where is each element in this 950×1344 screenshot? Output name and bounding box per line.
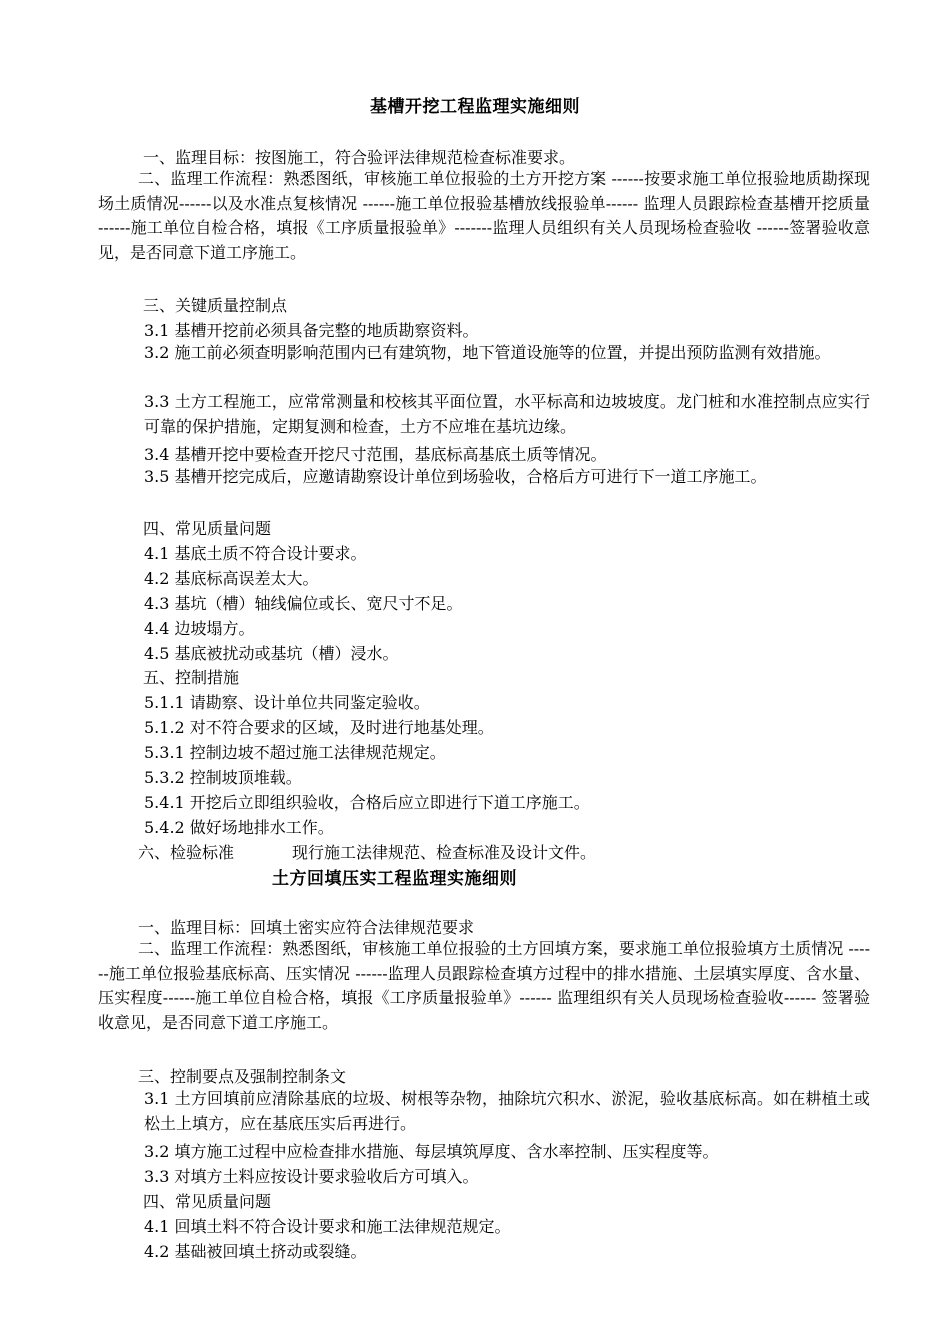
doc1-measure-item: 5.4.1 开挖后立即组织验收，合格后应立即进行下道工序施工。 (144, 793, 590, 812)
doc1-flow: 二、监理工作流程：熟悉图纸，审核施工单位报验的土方开挖方案 ------按要求施工单位报验地质勘探现场土质情况------以及水准点复核情况 ------施工单位报验基槽放线报验单------ 监理人员跟踪检查基槽开挖质量 ------施工单位自检合格，填报《工序质量报验单》-------监理人员组织有关人员现场检查验收 ------签署验收意见，是否同意下道工序施工。 (98, 169, 870, 262)
doc2-issues-heading: 四、常见质量问题 (143, 1192, 272, 1211)
doc1-measure-item: 5.4.2 做好场地排水工作。 (144, 818, 334, 837)
doc1-measure-item: 5.3.2 控制坡顶堆载。 (144, 768, 302, 787)
doc1-key-item: 3.4 基槽开挖中要检查开挖尺寸范围，基底标高基底土质等情况。 (144, 445, 607, 464)
doc1-standard-heading: 六、检验标准 (138, 843, 235, 862)
doc1-standard-text: 现行施工法律规范、检查标准及设计文件。 (292, 843, 597, 862)
doc1-title: 基槽开挖工程监理实施细则 (370, 97, 580, 117)
doc1-issue-item: 4.5 基底被扰动或基坑（槽）浸水。 (144, 644, 399, 663)
doc1-goal: 一、监理目标：按图施工，符合验评法律规范检查标准要求。 (143, 148, 576, 167)
doc1-issues-heading: 四、常见质量问题 (143, 519, 272, 538)
doc2-flow: 二、监理工作流程：熟悉图纸，审核施工单位报验的土方回填方案，要求施工单位报验填方土质情况 ------施工单位报验基底标高、压实情况 ------监理人员跟踪检查填方过程中的排水措施、土层填实厚度、含水量、压实程度------施工单位自检合格，填报《工序质量报验单》------ 监理组织有关人员现场检查验收------ 签署验收意见，是否同意下道工序施工。 (98, 939, 870, 1032)
doc2-title: 土方回填压实工程监理实施细则 (272, 869, 517, 889)
doc1-issue-item: 4.2 基底标高误差太大。 (144, 569, 319, 588)
doc2-control-item: 3.1 土方回填前应清除基底的垃圾、树根等杂物，抽除坑穴积水、淤泥，验收基底标高。如在耕植土或松土上填方，应在基底压实后再进行。 (144, 1089, 870, 1133)
doc1-key-item: 3.3 土方工程施工，应常常测量和校核其平面位置，水平标高和边坡坡度。龙门桩和水准控制点应实行可靠的保护措施，定期复测和检查，土方不应堆在基坑边缘。 (144, 392, 870, 436)
doc1-key-item: 3.2 施工前必须查明影响范围内已有建筑物，地下管道设施等的位置，并提出预防监测有效措施。 (144, 343, 831, 362)
doc1-measures-heading: 五、控制措施 (143, 668, 240, 687)
doc1-key-heading: 三、关键质量控制点 (143, 296, 288, 315)
doc2-issue-item: 4.1 回填土料不符合设计要求和施工法律规范规定。 (144, 1217, 511, 1236)
doc2-control-heading: 三、控制要点及强制控制条文 (138, 1067, 347, 1086)
doc1-measure-item: 5.1.1 请勘察、设计单位共同鉴定验收。 (144, 693, 430, 712)
doc1-measure-item: 5.1.2 对不符合要求的区域，及时进行地基处理。 (144, 718, 494, 737)
doc2-goal: 一、监理目标：回填土密实应符合法律规范要求 (138, 918, 475, 937)
doc1-issue-item: 4.4 边坡塌方。 (144, 619, 255, 638)
doc1-issue-item: 4.3 基坑（槽）轴线偏位或长、宽尺寸不足。 (144, 594, 463, 613)
doc1-issue-item: 4.1 基底土质不符合设计要求。 (144, 544, 367, 563)
doc1-measure-item: 5.3.1 控制边坡不超过施工法律规范规定。 (144, 743, 446, 762)
doc2-control-item: 3.2 填方施工过程中应检查排水措施、每层填筑厚度、含水率控制、压实程度等。 (144, 1142, 719, 1161)
doc2-issue-item: 4.2 基础被回填土挤动或裂缝。 (144, 1242, 367, 1261)
doc2-control-item: 3.3 对填方土料应按设计要求验收后方可填入。 (144, 1167, 479, 1186)
doc1-key-item: 3.1 基槽开挖前必须具备完整的地质勘察资料。 (144, 321, 479, 340)
doc1-key-item: 3.5 基槽开挖完成后，应邀请勘察设计单位到场验收，合格后方可进行下一道工序施工。 (144, 467, 767, 486)
